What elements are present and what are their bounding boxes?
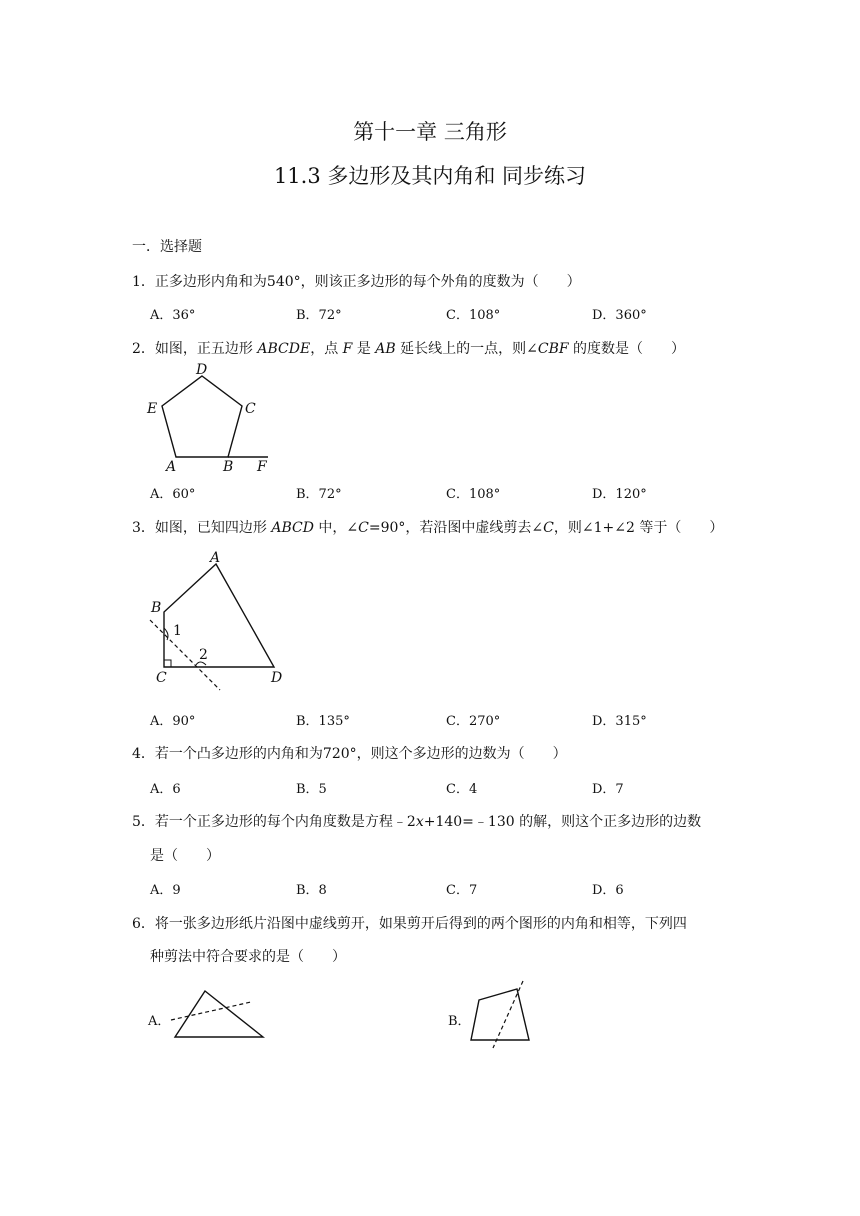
question-number: 5． [132, 814, 155, 830]
label-a: A [210, 550, 221, 566]
text-part: F [342, 341, 353, 357]
label-f: F [257, 459, 267, 475]
option-c: C．108° [446, 308, 501, 323]
option-c: C．270° [446, 714, 501, 729]
text-part: CBF [537, 341, 569, 357]
question-2 [132, 338, 685, 358]
question-4 [132, 743, 567, 763]
option-a-triangle-figure [165, 985, 275, 1045]
pentagon-figure [140, 360, 280, 475]
option-d: D．315° [592, 714, 647, 729]
text-part: 如图，已知四边形 [154, 520, 272, 536]
text-part: 的度数是（ ） [568, 341, 686, 357]
label-c: C [245, 401, 256, 417]
label-d: D [271, 670, 283, 686]
label-a: A [166, 459, 177, 475]
option-c: C．108° [446, 487, 501, 502]
chapter-title: 第十一章 三角形 [353, 120, 507, 144]
question-3 [132, 517, 723, 537]
text-part: ，点 [310, 341, 343, 357]
option-c: C．7 [446, 883, 478, 898]
option-a: A．9 [150, 883, 181, 898]
question-number: 6． [132, 916, 155, 932]
option-d: D．6 [592, 883, 624, 898]
question-6-line2: 种剪法中符合要求的是（ ） [150, 949, 346, 965]
label-d: D [196, 362, 208, 378]
question-6 [132, 913, 687, 933]
option-b: B．72° [296, 308, 342, 323]
option-d: D．360° [592, 308, 647, 323]
option-d: D．120° [592, 487, 647, 502]
question-number: 3． [132, 520, 155, 536]
question-number: 1． [132, 274, 155, 290]
text-part: ABCDE [257, 341, 311, 357]
text-part: x [415, 814, 424, 830]
option-a: A．60° [150, 487, 196, 502]
lesson-title: 11.3 多边形及其内角和 同步练习 [273, 164, 587, 188]
text-part: 是 [352, 341, 376, 357]
question-5 [132, 811, 701, 831]
section-heading: 一．选择题 [132, 239, 202, 255]
question-number: 2． [132, 341, 155, 357]
text-part: ABCD [271, 520, 314, 536]
text-part: 延长线上的一点，则∠ [395, 341, 538, 357]
question-number: 4． [132, 746, 155, 762]
option-b: B．135° [296, 714, 350, 729]
option-a: A．36° [150, 308, 196, 323]
text-part: +140=﹣130 的解，则这个正多边形的边数 [423, 814, 702, 830]
label-b: B [151, 600, 162, 616]
option-b: B．72° [296, 487, 342, 502]
text-part: C [358, 520, 369, 536]
text-part: 如图，正五边形 [154, 341, 258, 357]
label-2: 2 [199, 647, 208, 663]
option-a: A． [148, 1014, 171, 1029]
option-b: B．8 [296, 883, 327, 898]
option-d: D．7 [592, 782, 624, 797]
option-b-quadrilateral-figure [465, 980, 545, 1050]
text-part: 中，∠ [313, 520, 359, 536]
label-1: 1 [173, 623, 182, 639]
option-b: B．5 [296, 782, 327, 797]
question-text: 正多边形内角和为540°，则该正多边形的每个外角的度数为（ ） [154, 274, 581, 290]
option-b: B． [448, 1014, 471, 1029]
text-part: 若一个正多边形的每个内角度数是方程﹣2 [154, 814, 416, 830]
label-b: B [223, 459, 234, 475]
option-a: A．90° [150, 714, 196, 729]
quadrilateral-figure [140, 548, 300, 688]
label-c: C [156, 670, 167, 686]
text-part: =90°，若沿图中虚线剪去∠ [368, 520, 544, 536]
question-text: 若一个凸多边形的内角和为720°，则这个多边形的边数为（ ） [154, 746, 567, 762]
text-part: ，则∠1+∠2 等于（ ） [553, 520, 724, 536]
question-5-line2: 是（ ） [150, 848, 220, 864]
text-part: AB [375, 341, 396, 357]
question-1 [132, 271, 581, 291]
text-part: C [543, 520, 554, 536]
option-a: A．6 [150, 782, 181, 797]
label-e: E [147, 401, 158, 417]
question-text: 将一张多边形纸片沿图中虚线剪开，如果剪开后得到的两个图形的内角和相等，下列四 [154, 916, 687, 932]
option-c: C．4 [446, 782, 478, 797]
